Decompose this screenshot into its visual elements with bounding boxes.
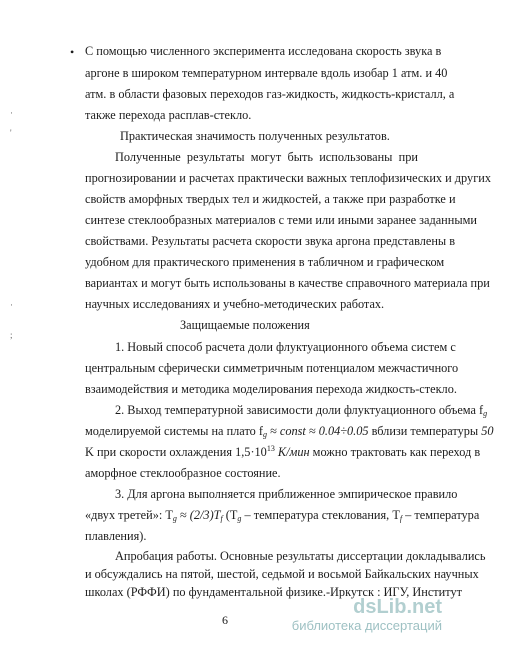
paragraph-line: аморфное стеклообразное состояние. <box>85 466 281 480</box>
paragraph-line: и обсуждались на пятой, шестой, седьмой и восьмой Байкальских научных <box>85 567 479 581</box>
paragraph-line: С помощью численного эксперимента исследована скорость звука в <box>85 44 442 58</box>
watermark-subtitle: библиотека диссертаций <box>291 618 442 633</box>
paragraph-line: Апробация работы. Основные результаты диссертации докладывались <box>115 549 486 563</box>
paragraph-line: синтезе стеклообразных материалов с теми или иными заранее заданными <box>85 213 477 227</box>
paragraph-line: взаимодействия и методика моделирования перехода жидкость-стекло. <box>85 382 457 396</box>
paragraph-line: школах (РФФИ) по фундаментальной физике.-Иркутск : ИГУ, Институт <box>85 585 462 599</box>
paragraph-line: также перехода расплав-стекло. <box>85 108 252 122</box>
paragraph-line: центральным сферически симметричным потенциалом межчастичного <box>85 361 459 375</box>
paragraph-line: свойствами. Результаты расчета скорости звука аргона представлены в <box>85 234 456 248</box>
paragraph-line: аргоне в широком температурном интервале вдоль изобар 1 атм. и 40 <box>85 66 448 80</box>
paragraph-line: 3. Для аргона выполняется приближенное эмпирическое правило <box>115 487 458 501</box>
paragraph-line: 2. Выход температурной зависимости доли флуктуационного объема $f_g$ <box>115 403 488 418</box>
paragraph-line: 1. Новый способ расчета доли флуктуационного объема систем с <box>115 340 456 354</box>
paragraph-line: прогнозировании и расчетах практически важных теплофизических и других <box>85 171 491 185</box>
margin-mark: ; <box>10 330 13 340</box>
watermark-brand: dsLib.net <box>353 596 442 618</box>
paragraph-line: K при скорости охлаждения $1,5\cdot 10^{13}$ К/мин можно трактовать как переход в <box>85 444 481 459</box>
paragraph-line: атм. в области фазовых переходов газ-жидкость, жидкость-кристалл, а <box>85 87 455 101</box>
paragraph-line: «двух третей»: $T_g \approx (2/3)T_f$ ($T_g$ – температура стеклования, $T_f$ – температура <box>85 508 480 523</box>
margin-mark: ' <box>10 128 12 138</box>
paragraph-line: свойств аморфных твердых тел и жидкостей, а также при разработке и <box>85 192 456 206</box>
paragraph-line: Полученные результаты могут быть использованы при <box>115 150 418 164</box>
paragraph-line: моделируемой системы на плато $f_g$ ≈ const ≈ 0.04÷0.05 вблизи температуры 50 <box>85 424 494 439</box>
paragraph-line: вариантах и могут быть использованы в качестве справочного материала при <box>85 276 490 290</box>
paragraph-line: удобном для практического применения в табличном и графическом <box>85 255 445 269</box>
section-heading: Защищаемые положения <box>180 318 310 332</box>
paragraph-line: научных исследованиях и учебно-методических работах. <box>85 297 385 311</box>
page-number: 6 <box>222 613 228 627</box>
section-heading: Практическая значимость полученных результатов. <box>120 129 390 143</box>
bullet-marker: • <box>70 45 75 59</box>
margin-mark: · <box>10 300 13 310</box>
paragraph-line: плавления). <box>85 529 147 543</box>
margin-mark: · <box>10 108 13 118</box>
watermark <box>292 596 442 634</box>
